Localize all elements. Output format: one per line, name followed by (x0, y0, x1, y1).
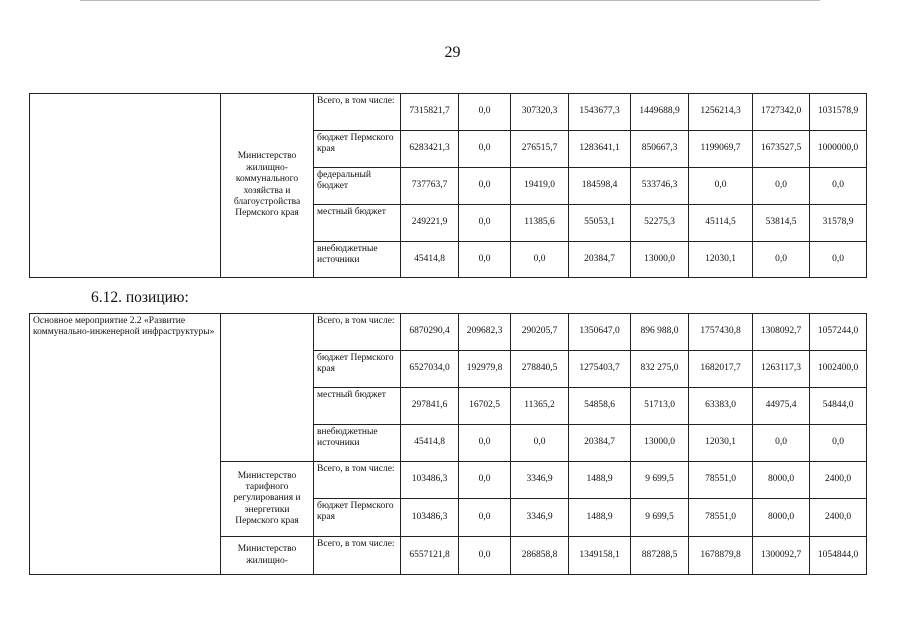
value-cell: 8000,0 (753, 462, 810, 499)
row-label-cell: бюджет Пермского края (314, 131, 401, 168)
value-cell: 1727342,0 (753, 94, 810, 131)
value-cell: 2400,0 (810, 499, 867, 537)
row-label-cell: бюджет Пермского края (314, 499, 401, 537)
value-cell: 249221,9 (401, 205, 459, 242)
value-cell: 297841,6 (401, 388, 459, 425)
value-cell: 0,0 (810, 168, 867, 205)
value-cell: 12030,1 (689, 242, 753, 278)
value-cell: 1350647,0 (569, 314, 631, 351)
value-cell: 1002400,0 (810, 351, 867, 388)
row-label-cell: Всего, в том числе: (314, 94, 401, 131)
value-cell: 832 275,0 (631, 351, 689, 388)
value-cell: 1449688,9 (631, 94, 689, 131)
value-cell: 1054844,0 (810, 537, 867, 575)
value-cell: 0,0 (459, 242, 511, 278)
value-cell: 1682017,7 (689, 351, 753, 388)
value-cell: 45114,5 (689, 205, 753, 242)
scan-edge-line (80, 0, 820, 1)
row-label-cell: внебюджетные источники (314, 242, 401, 278)
value-cell: 1349158,1 (569, 537, 631, 575)
row-label-cell: федеральный бюджет (314, 168, 401, 205)
value-cell: 0,0 (459, 425, 511, 462)
value-cell: 1300092,7 (753, 537, 810, 575)
value-cell: 19419,0 (511, 168, 569, 205)
value-cell: 0,0 (459, 131, 511, 168)
value-cell: 1199069,7 (689, 131, 753, 168)
budget-table-ministry-housing (29, 93, 867, 278)
value-cell: 1673527,5 (753, 131, 810, 168)
value-cell: 8000,0 (753, 499, 810, 537)
value-cell: 52275,3 (631, 205, 689, 242)
value-cell: 6527034,0 (401, 351, 459, 388)
value-cell: 0,0 (459, 205, 511, 242)
value-cell: 0,0 (511, 425, 569, 462)
ministry-tariff-cell: Министерство тарифного регулирования и энергетики Пермского края (221, 462, 314, 537)
value-cell: 737763,7 (401, 168, 459, 205)
value-cell: 9 699,5 (631, 499, 689, 537)
value-cell: 9 699,5 (631, 462, 689, 499)
row-label-cell: бюджет Пермского края (314, 351, 401, 388)
measure-cell-empty (30, 94, 221, 278)
value-cell: 11385,6 (511, 205, 569, 242)
row-label-cell: Всего, в том числе: (314, 314, 401, 351)
value-cell: 11365,2 (511, 388, 569, 425)
value-cell: 0,0 (459, 168, 511, 205)
value-cell: 533746,3 (631, 168, 689, 205)
value-cell: 6870290,4 (401, 314, 459, 351)
value-cell: 103486,3 (401, 499, 459, 537)
value-cell: 51713,0 (631, 388, 689, 425)
value-cell: 44975,4 (753, 388, 810, 425)
value-cell: 1283641,1 (569, 131, 631, 168)
value-cell: 0,0 (810, 425, 867, 462)
value-cell: 1000000,0 (810, 131, 867, 168)
value-cell: 53814,5 (753, 205, 810, 242)
value-cell: 278840,5 (511, 351, 569, 388)
value-cell: 0,0 (459, 462, 511, 499)
value-cell: 1757430,8 (689, 314, 753, 351)
value-cell: 286858,8 (511, 537, 569, 575)
value-cell: 6283421,3 (401, 131, 459, 168)
budget-table-measure-2-2 (29, 313, 867, 575)
value-cell: 13000,0 (631, 425, 689, 462)
value-cell: 0,0 (753, 425, 810, 462)
value-cell: 63383,0 (689, 388, 753, 425)
value-cell: 184598,4 (569, 168, 631, 205)
value-cell: 13000,0 (631, 242, 689, 278)
value-cell: 0,0 (459, 537, 511, 575)
row-label-cell: Всего, в том числе: (314, 537, 401, 575)
executor-cell-empty (221, 314, 314, 462)
value-cell: 45414,8 (401, 425, 459, 462)
row-label-cell: Всего, в том числе: (314, 462, 401, 499)
value-cell: 16702,5 (459, 388, 511, 425)
value-cell: 0,0 (753, 168, 810, 205)
row-label-cell: местный бюджет (314, 388, 401, 425)
value-cell: 276515,7 (511, 131, 569, 168)
value-cell: 78551,0 (689, 462, 753, 499)
value-cell: 7315821,7 (401, 94, 459, 131)
value-cell: 1488,9 (569, 499, 631, 537)
value-cell: 307320,3 (511, 94, 569, 131)
value-cell: 1263117,3 (753, 351, 810, 388)
value-cell: 12030,1 (689, 425, 753, 462)
value-cell: 1678879,8 (689, 537, 753, 575)
row-label-cell: местный бюджет (314, 205, 401, 242)
row-label-cell: внебюджетные источники (314, 425, 401, 462)
table-row (30, 314, 867, 351)
value-cell: 20384,7 (569, 425, 631, 462)
value-cell: 6557121,8 (401, 537, 459, 575)
value-cell: 55053,1 (569, 205, 631, 242)
value-cell: 0,0 (511, 242, 569, 278)
position-caption: 6.12. позицию: (91, 289, 189, 306)
value-cell: 192979,8 (459, 351, 511, 388)
value-cell: 20384,7 (569, 242, 631, 278)
table-row (30, 94, 867, 131)
value-cell: 0,0 (459, 94, 511, 131)
value-cell: 2400,0 (810, 462, 867, 499)
value-cell: 1308092,7 (753, 314, 810, 351)
value-cell: 1275403,7 (569, 351, 631, 388)
page-number: 29 (444, 44, 461, 61)
value-cell: 3346,9 (511, 499, 569, 537)
value-cell: 0,0 (459, 499, 511, 537)
value-cell: 1031578,9 (810, 94, 867, 131)
ministry-housing-cell: Министерство жилищно- (221, 537, 314, 575)
ministry-cell: Министерство жилищно-коммунального хозяйства и благоустройства Пермского края (221, 94, 314, 278)
value-cell: 0,0 (753, 242, 810, 278)
value-cell: 0,0 (810, 242, 867, 278)
value-cell: 1057244,0 (810, 314, 867, 351)
value-cell: 1256214,3 (689, 94, 753, 131)
value-cell: 1543677,3 (569, 94, 631, 131)
value-cell: 54844,0 (810, 388, 867, 425)
value-cell: 887288,5 (631, 537, 689, 575)
value-cell: 850667,3 (631, 131, 689, 168)
value-cell: 78551,0 (689, 499, 753, 537)
value-cell: 1488,9 (569, 462, 631, 499)
value-cell: 54858,6 (569, 388, 631, 425)
value-cell: 3346,9 (511, 462, 569, 499)
value-cell: 290205,7 (511, 314, 569, 351)
value-cell: 31578,9 (810, 205, 867, 242)
measure-cell: Основное мероприятие 2.2 «Развитие коммунально-инженерной инфраструктуры» (30, 314, 221, 575)
value-cell: 0,0 (689, 168, 753, 205)
value-cell: 896 988,0 (631, 314, 689, 351)
value-cell: 103486,3 (401, 462, 459, 499)
value-cell: 45414,8 (401, 242, 459, 278)
value-cell: 209682,3 (459, 314, 511, 351)
